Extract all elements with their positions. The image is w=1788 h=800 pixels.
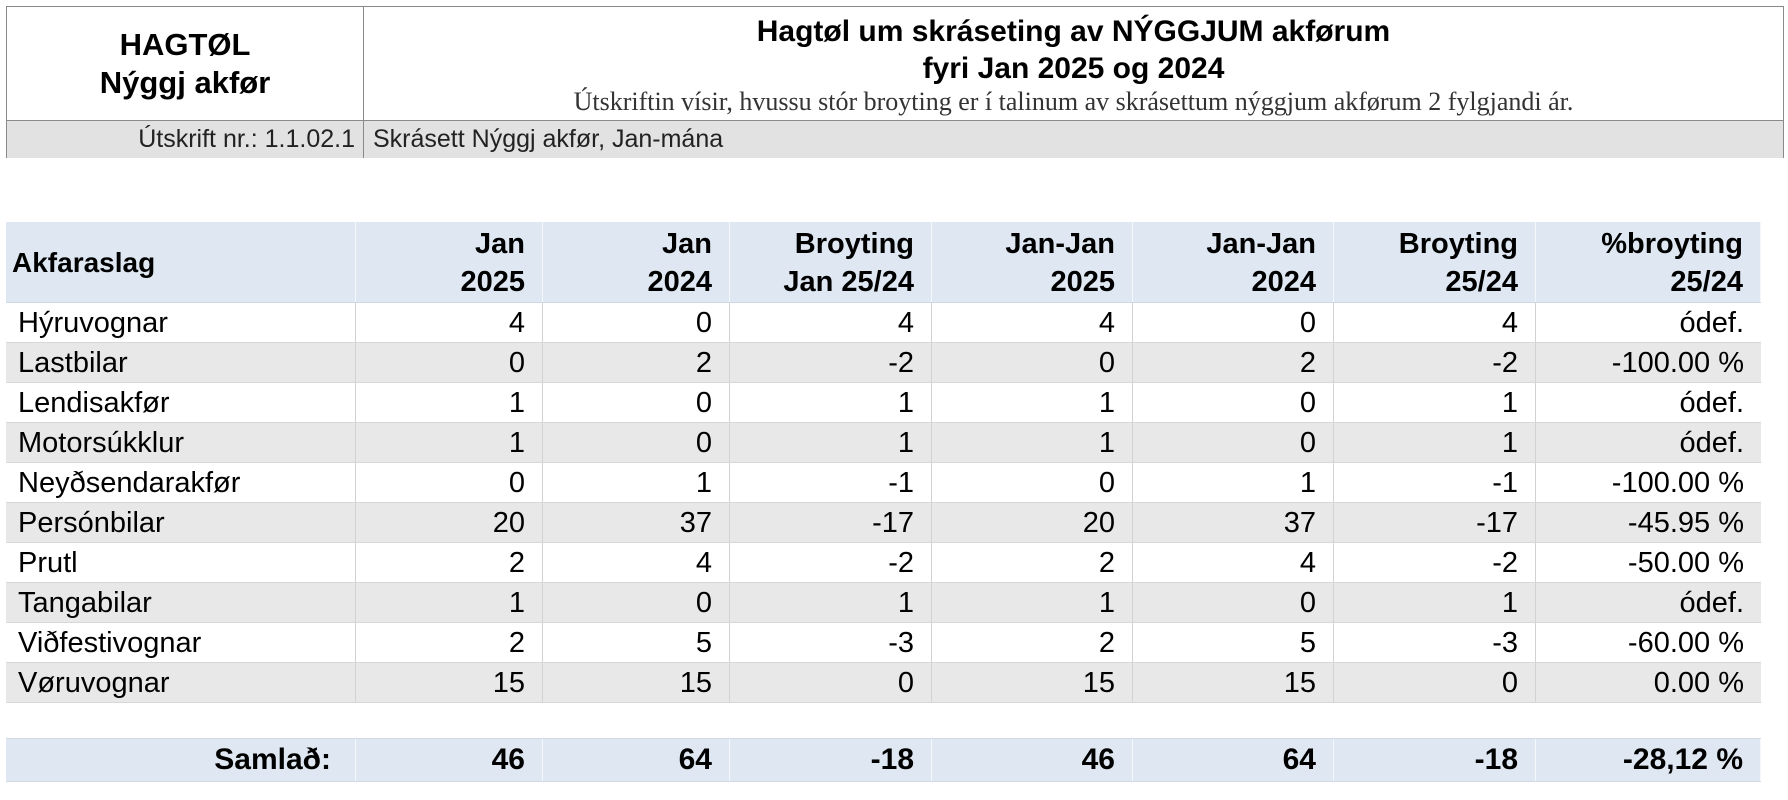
value-cell: 0 — [1133, 423, 1334, 462]
value-cell: 20 — [356, 503, 543, 542]
value-cell: 1 — [730, 583, 932, 622]
report-title: Hagtøl um skráseting av NÝGGJUM akførum — [756, 15, 1391, 48]
table-row — [6, 303, 1761, 343]
value-cell: 15 — [356, 663, 543, 702]
value-cell: -2 — [1334, 343, 1536, 382]
table-total-row — [6, 738, 1761, 782]
value-cell: 0.00 % — [1653, 667, 1744, 699]
value-cell: 37 — [543, 503, 730, 542]
table-row — [6, 543, 1761, 583]
total-value: -28,12 % — [1536, 739, 1761, 781]
printout-bar — [7, 120, 1783, 158]
vehicle-type-cell: Persónbilar — [6, 503, 356, 542]
total-label: Samlað: — [6, 739, 356, 781]
vehicle-type-cell: Viðfestivognar — [6, 623, 356, 662]
value-cell: 20 — [932, 503, 1133, 542]
column-header-line: 2024 — [1251, 266, 1316, 298]
value-cell: 5 — [543, 623, 730, 662]
column-header-line: Jan — [662, 228, 712, 260]
column-header-line: 2025 — [1050, 266, 1115, 298]
column-header-line: Jan 25/24 — [783, 266, 914, 298]
report-header — [6, 6, 1784, 158]
value-cell: -2 — [730, 343, 932, 382]
value-cell: ódef. — [1679, 387, 1744, 419]
value-cell: 5 — [1133, 623, 1334, 662]
printout-description: Skrásett Nýggj akfør, Jan-mána — [373, 125, 724, 153]
table-row — [6, 343, 1761, 383]
value-cell: 0 — [356, 463, 543, 502]
total-value: 64 — [543, 739, 730, 781]
value-cell: -2 — [1334, 543, 1536, 582]
value-cell: ódef. — [1679, 427, 1744, 459]
column-header-line: %broyting — [1601, 228, 1743, 260]
value-cell: -1 — [730, 463, 932, 502]
report-subtitle: Útskriftin vísir, hvussu stór broyting er í talinum av skrásettum nýggjum akførum 2 fylgjandi ár. — [573, 87, 1574, 116]
value-cell: 1 — [543, 463, 730, 502]
value-cell: 1 — [932, 383, 1133, 422]
vehicle-type-cell: Hýruvognar — [6, 303, 356, 342]
value-cell: ódef. — [1679, 587, 1744, 619]
value-cell: 1 — [356, 423, 543, 462]
value-cell: -3 — [1334, 623, 1536, 662]
table-body — [6, 303, 1761, 703]
value-cell: 1 — [356, 583, 543, 622]
value-cell: 0 — [932, 463, 1133, 502]
column-header — [932, 222, 1133, 302]
value-cell: 4 — [932, 303, 1133, 342]
value-cell: 4 — [730, 303, 932, 342]
value-cell: -3 — [730, 623, 932, 662]
category-line-1: HAGTØL — [119, 26, 251, 62]
value-cell: 2 — [543, 343, 730, 382]
column-header-line: Jan-Jan — [1206, 228, 1316, 260]
value-cell: 1 — [932, 423, 1133, 462]
category-line-2: Nýggj akfør — [99, 64, 271, 100]
report-period: fyri Jan 2025 og 2024 — [922, 52, 1225, 85]
value-cell: 0 — [543, 423, 730, 462]
value-cell: -100.00 % — [1611, 467, 1744, 499]
column-header-line: 2025 — [460, 266, 525, 298]
value-cell: 0 — [356, 343, 543, 382]
value-cell: 4 — [1334, 303, 1536, 342]
table-row — [6, 623, 1761, 663]
value-cell: 0 — [543, 583, 730, 622]
column-header-line: 25/24 — [1670, 266, 1743, 298]
value-cell: 0 — [1133, 303, 1334, 342]
total-value: -18 — [730, 739, 932, 781]
column-header-line: Broyting — [1398, 228, 1518, 260]
report-category — [7, 7, 364, 120]
value-cell: -60.00 % — [1627, 627, 1744, 659]
value-cell: -1 — [1334, 463, 1536, 502]
value-cell: 2 — [932, 543, 1133, 582]
column-header — [1133, 222, 1334, 302]
value-cell: 1 — [356, 383, 543, 422]
table-row — [6, 583, 1761, 623]
table-row — [6, 383, 1761, 423]
value-cell: 1 — [730, 383, 932, 422]
total-value: 64 — [1133, 739, 1334, 781]
vehicle-type-cell: Vøruvognar — [6, 663, 356, 702]
value-cell: 1 — [1334, 423, 1536, 462]
value-cell: 0 — [543, 383, 730, 422]
column-header — [6, 222, 356, 302]
table-row — [6, 503, 1761, 543]
column-header — [543, 222, 730, 302]
value-cell: -2 — [730, 543, 932, 582]
printout-divider — [363, 121, 364, 158]
value-cell: -50.00 % — [1627, 547, 1744, 579]
column-header-line: Broyting — [794, 228, 914, 260]
value-cell: 2 — [1133, 343, 1334, 382]
value-cell: -45.95 % — [1627, 507, 1744, 539]
value-cell: 4 — [543, 543, 730, 582]
table-row — [6, 663, 1761, 703]
value-cell: 15 — [543, 663, 730, 702]
value-cell: 0 — [730, 663, 932, 702]
value-cell: -17 — [1334, 503, 1536, 542]
value-cell: 0 — [1133, 383, 1334, 422]
column-header — [356, 222, 543, 302]
value-cell: -17 — [730, 503, 932, 542]
value-cell: 1 — [730, 423, 932, 462]
value-cell: 0 — [932, 343, 1133, 382]
vehicle-type-cell: Lendisakfør — [6, 383, 356, 422]
value-cell: 1 — [1334, 583, 1536, 622]
value-cell: 1 — [1334, 383, 1536, 422]
value-cell: 4 — [356, 303, 543, 342]
value-cell: 4 — [1133, 543, 1334, 582]
column-header-line: Jan-Jan — [1005, 228, 1115, 260]
report-title-block — [364, 7, 1783, 120]
value-cell: -100.00 % — [1611, 347, 1744, 379]
value-cell: 0 — [1334, 663, 1536, 702]
value-cell: 2 — [356, 623, 543, 662]
column-header — [730, 222, 932, 302]
total-value: 46 — [356, 739, 543, 781]
value-cell: 37 — [1133, 503, 1334, 542]
column-header-line: 2024 — [647, 266, 712, 298]
table-header-row — [6, 222, 1761, 303]
vehicle-type-cell: Prutl — [6, 543, 356, 582]
vehicle-type-cell: Lastbilar — [6, 343, 356, 382]
column-header-line: Jan — [475, 228, 525, 260]
value-cell: 1 — [1133, 463, 1334, 502]
column-header-line: 25/24 — [1445, 266, 1518, 298]
total-value: 46 — [932, 739, 1133, 781]
vehicle-type-cell: Tangabilar — [6, 583, 356, 622]
value-cell: 2 — [932, 623, 1133, 662]
table-row — [6, 463, 1761, 503]
vehicle-type-cell: Motorsúkklur — [6, 423, 356, 462]
printout-number: Útskrift nr.: 1.1.02.1 — [138, 125, 355, 153]
registrations-table — [6, 222, 1761, 703]
value-cell: 2 — [356, 543, 543, 582]
value-cell: 15 — [1133, 663, 1334, 702]
column-header — [1536, 222, 1761, 302]
column-header-line: Akfaraslag — [12, 247, 156, 278]
table-row — [6, 423, 1761, 463]
value-cell: 1 — [932, 583, 1133, 622]
total-value: -18 — [1334, 739, 1536, 781]
vehicle-type-cell: Neyðsendarakfør — [6, 463, 356, 502]
value-cell: ódef. — [1679, 307, 1744, 339]
value-cell: 0 — [543, 303, 730, 342]
value-cell: 15 — [932, 663, 1133, 702]
value-cell: 0 — [1133, 583, 1334, 622]
column-header — [1334, 222, 1536, 302]
